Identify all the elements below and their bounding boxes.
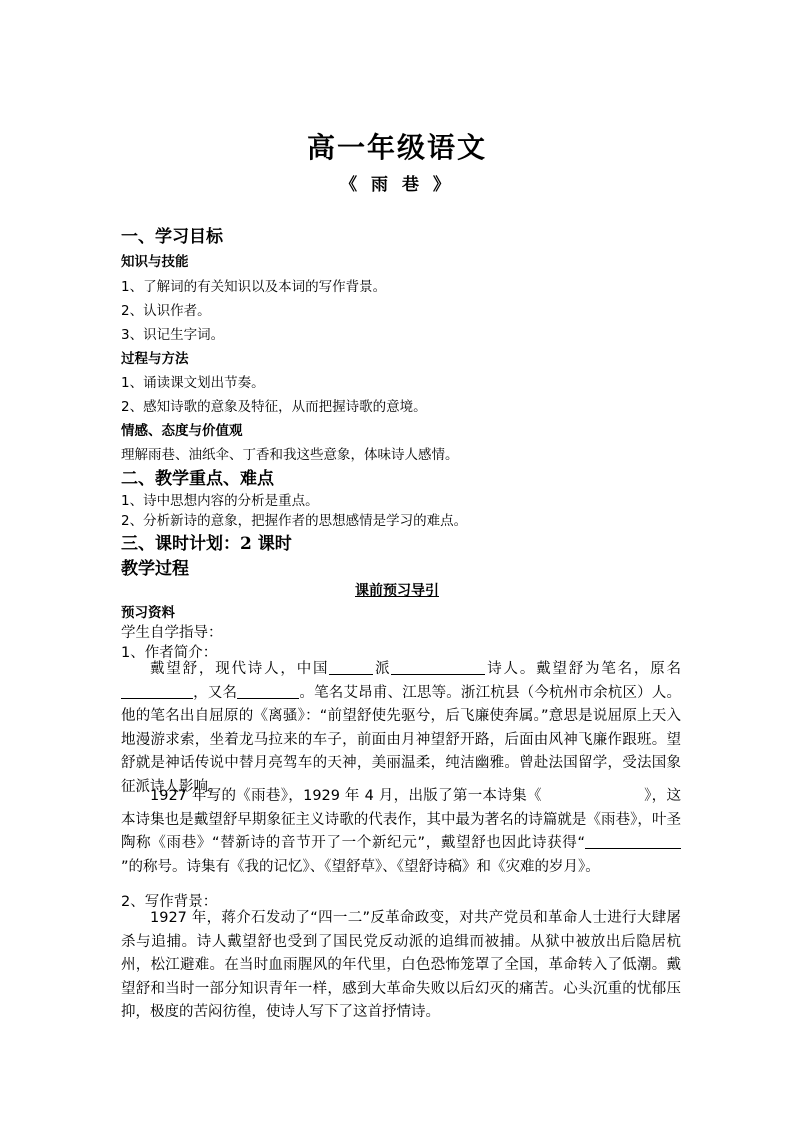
author-text: 。笔名艾昂甫、江思等。浙江杭县（今杭州市余杭区）人。他的笔名出自屈原的《离骚》：“前望舒使先驱兮，后飞廉使奔属。”意思是说屈原上天入地漫游求索，坐着龙马拉来的车子，前面由月神望舒开路，后面由风神飞廉作跟班。望舒就是神话传说中替月亮驾车的天神，美丽温柔，纯洁幽雅。曾赴法国留学，受法国象征派诗人影响。 [121,684,681,795]
process-method-heading: 过程与方法 [121,351,189,367]
work-text: ”的称号。诗集有《我的记忆》、《望舒草》、《望舒诗稿》和《灾难的岁月》。 [121,858,600,875]
fill-blank[interactable] [121,684,193,699]
fill-blank[interactable] [329,660,373,675]
lesson-subtitle: 《 雨 巷 》 [340,175,454,195]
section-key-points-heading: 二、教学重点、难点 [121,469,274,489]
author-text: 诗人。戴望舒为笔名，原名 [485,661,682,677]
key-point-item: 2、分析新诗的意象，把握作者的思想感情是学习的难点。 [121,513,468,529]
fill-blank[interactable] [585,834,681,849]
emotion-heading: 情感、态度与价值观 [121,423,243,439]
emotion-text: 理解雨巷、油纸伞、丁香和我这些意象，体味诗人感情。 [121,447,459,463]
section-schedule-heading: 三、课时计划：2 课时 [121,534,292,554]
background-paragraph: 1927 年，蒋介石发动了“四一二”反革命政变，对共产党员和革命人士进行大肆屠杀与追捕。诗人戴望舒也受到了国民党反动派的追缉而被捕。从狱中被放出后隐居杭州，松江避难。在当时血雨腥风的年代里，白色恐怖笼罩了全国，革命转入了低潮。戴望舒和当时一部分知识青年一样，感到大革命失败以后幻灭的痛苦。心头沉重的忧郁压抑，极度的苦闷彷徨，使诗人写下了这首抒情诗。 [121,910,681,1020]
process-item: 1、诵读课文划出节奏。 [121,375,265,391]
work-text: 1927 年写的《雨巷》，1929 年 4 月，出版了第一本诗集《 [150,788,542,804]
background-label: 2、写作背景： [121,894,218,910]
section-learning-goals-heading: 一、学习目标 [121,227,223,247]
process-item: 2、感知诗歌的意象及特征，从而把握诗歌的意境。 [121,399,427,415]
author-intro-label: 1、作者简介： [121,645,218,661]
author-intro-paragraph [121,658,681,799]
page-title: 高一年级语文 [306,131,487,164]
preview-material-heading: 预习资料 [121,605,175,621]
fill-blank[interactable] [391,660,485,675]
book-title-blank[interactable] [542,788,644,802]
knowledge-item: 1、了解词的有关知识以及本词的写作背景。 [121,279,387,295]
author-text: 戴望舒，现代诗人，中国 [150,661,330,677]
knowledge-item: 3、识记生字词。 [121,327,225,343]
knowledge-heading: 知识与技能 [121,254,189,270]
author-text: 派 [373,661,392,677]
work-text: 》，这本诗集也是戴望舒早期象征主义诗歌的代表作，其中最为著名的诗篇就是《雨巷》，叶圣陶称《雨巷》“替新诗的音节开了一个新纪元”，戴望舒也因此诗获得“ [121,788,681,851]
author-text: ，又名 [193,684,238,701]
self-study-label: 学生自学指导： [121,625,223,641]
work-intro-paragraph [121,785,681,879]
knowledge-item: 2、认识作者。 [121,303,211,319]
teaching-process-title: 教学过程 [121,559,189,579]
preview-guide-title: 课前预习导引 [355,583,439,599]
fill-blank[interactable] [237,684,299,699]
key-point-item: 1、诗中思想内容的分析是重点。 [121,493,319,509]
